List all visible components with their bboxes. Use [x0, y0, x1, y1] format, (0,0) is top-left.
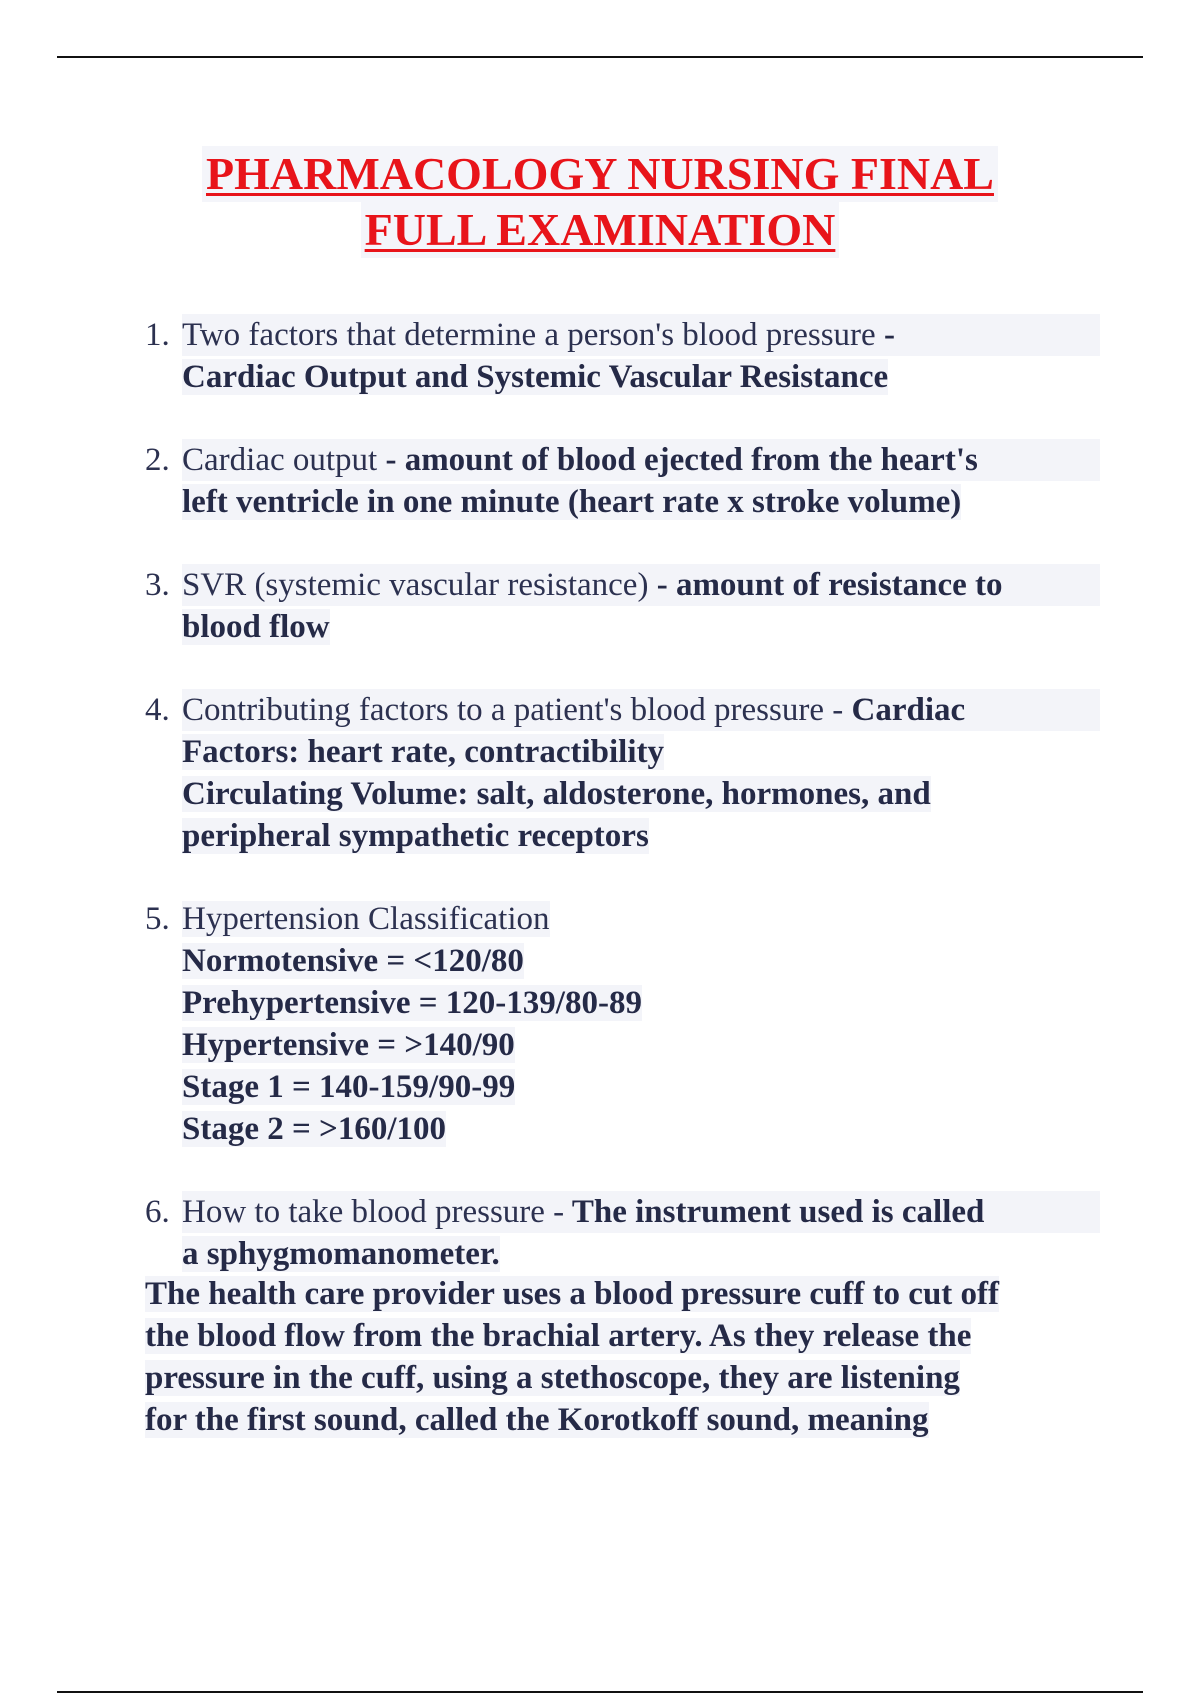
- list-item: [145, 314, 1100, 398]
- item-separator: -: [875, 317, 895, 353]
- title-line-2: FULL EXAMINATION: [361, 202, 840, 258]
- item-number: 6.: [145, 1194, 170, 1230]
- paragraph-line: The health care provider uses a blood pressure cuff to cut off: [145, 1276, 1000, 1312]
- item-answer-line: Factors: heart rate, contractibility: [182, 734, 664, 770]
- list-item: [145, 898, 1100, 1150]
- classification-stage-1: Stage 1 = 140-159/90-99: [182, 1069, 516, 1105]
- item-answer-line: peripheral sympathetic receptors: [182, 818, 649, 854]
- item-answer-line: Cardiac Output and Systemic Vascular Resistance: [182, 359, 889, 395]
- item-number: 1.: [145, 317, 170, 353]
- item-answer-paragraph: [145, 1273, 1105, 1441]
- list-item: [145, 564, 1100, 648]
- list-item: [145, 689, 1100, 857]
- item-answer-line: left ventricle in one minute (heart rate x stroke volume): [182, 484, 962, 520]
- classification-stage-2: Stage 2 = >160/100: [182, 1111, 447, 1147]
- item-answer-first: The instrument used is called: [564, 1194, 985, 1230]
- item-number: 5.: [145, 901, 170, 937]
- item-answer-line: Circulating Volume: salt, aldosterone, hormones, and: [182, 776, 931, 812]
- item-answer-line: a sphygmomanometer.: [182, 1236, 500, 1272]
- item-number: 3.: [145, 567, 170, 603]
- title-line-1: PHARMACOLOGY NURSING FINAL: [202, 146, 998, 202]
- footer-rule: [57, 1691, 1143, 1693]
- classification-normotensive: Normotensive = <120/80: [182, 943, 524, 979]
- item-answer-first: - amount of resistance to: [648, 567, 1003, 603]
- item-number: 2.: [145, 442, 170, 478]
- item-answer-first: - amount of blood ejected from the heart's: [377, 442, 978, 478]
- item-answer-line: blood flow: [182, 609, 330, 645]
- header-rule: [57, 56, 1143, 58]
- item-question: Hypertension Classification: [182, 901, 550, 937]
- document-title: [0, 146, 1200, 258]
- paragraph-line: the blood flow from the brachial artery. As they release the: [145, 1318, 972, 1354]
- item-question: How to take blood pressure -: [182, 1194, 565, 1230]
- item-question: Cardiac output: [182, 442, 378, 478]
- list-item: [145, 1191, 1100, 1275]
- classification-hypertensive: Hypertensive = >140/90: [182, 1027, 515, 1063]
- item-question: SVR (systemic vascular resistance): [182, 567, 649, 603]
- item-number: 4.: [145, 692, 170, 728]
- paragraph-line: pressure in the cuff, using a stethoscope, they are listening: [145, 1360, 960, 1396]
- item-question: Contributing factors to a patient's blood pressure -: [182, 692, 844, 728]
- question-list: [145, 314, 1100, 1441]
- classification-prehypertensive: Prehypertensive = 120-139/80-89: [182, 985, 642, 1021]
- item-answer-first: Cardiac: [843, 692, 966, 728]
- paragraph-line: for the first sound, called the Korotkoff sound, meaning: [145, 1402, 929, 1438]
- item-question: Two factors that determine a person's blood pressure: [182, 317, 876, 353]
- list-item: [145, 439, 1100, 523]
